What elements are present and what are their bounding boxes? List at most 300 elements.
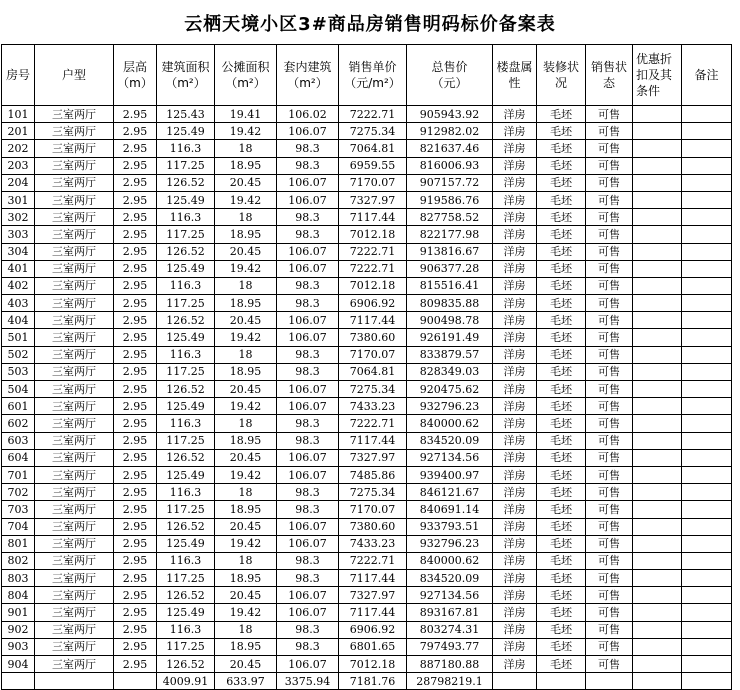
cell-remarks: [682, 260, 732, 277]
header-unit-price: 销售单价 （元/m²）: [339, 45, 407, 106]
cell-floor-height: 2.95: [114, 106, 157, 123]
cell-remarks: [682, 329, 732, 346]
cell-unit-price: 7222.71: [339, 106, 407, 123]
cell-unit-price: 7064.81: [339, 140, 407, 157]
cell-decoration: 毛坯: [537, 243, 586, 260]
cell-decoration: 毛坯: [537, 123, 586, 140]
cell-sale-status: 可售: [586, 466, 633, 483]
cell-total-price: 933793.51: [407, 518, 493, 535]
cell-unit-price: 7170.07: [339, 174, 407, 191]
cell-room-no: 501: [2, 329, 35, 346]
total-floor-height: [114, 673, 157, 690]
cell-inner-area: 98.3: [277, 570, 339, 587]
cell-shared-area: 19.42: [215, 191, 277, 208]
cell-property-type: 洋房: [493, 621, 537, 638]
cell-layout: 三室两厅: [35, 209, 114, 226]
cell-decoration: 毛坯: [537, 621, 586, 638]
cell-layout: 三室两厅: [35, 415, 114, 432]
cell-layout: 三室两厅: [35, 123, 114, 140]
cell-property-type: 洋房: [493, 209, 537, 226]
cell-sale-status: 可售: [586, 329, 633, 346]
cell-unit-price: 6906.92: [339, 621, 407, 638]
cell-shared-area: 18.95: [215, 501, 277, 518]
cell-unit-price: 7327.97: [339, 191, 407, 208]
cell-decoration: 毛坯: [537, 535, 586, 552]
cell-sale-status: 可售: [586, 260, 633, 277]
cell-discount: [633, 656, 682, 673]
table-footer: [2, 673, 732, 690]
cell-gross-area: 116.3: [157, 415, 215, 432]
cell-floor-height: 2.95: [114, 535, 157, 552]
cell-sale-status: 可售: [586, 295, 633, 312]
cell-gross-area: 117.25: [157, 157, 215, 174]
cell-gross-area: 125.49: [157, 535, 215, 552]
cell-total-price: 939400.97: [407, 466, 493, 483]
cell-sale-status: 可售: [586, 209, 633, 226]
cell-property-type: 洋房: [493, 484, 537, 501]
cell-sale-status: 可售: [586, 157, 633, 174]
cell-remarks: [682, 381, 732, 398]
table-row: [2, 656, 732, 673]
cell-property-type: 洋房: [493, 277, 537, 294]
total-unit-price: 7181.76: [339, 673, 407, 690]
header-remarks: 备注: [682, 45, 732, 106]
cell-sale-status: 可售: [586, 449, 633, 466]
cell-unit-price: 7117.44: [339, 209, 407, 226]
cell-gross-area: 125.43: [157, 106, 215, 123]
cell-sale-status: 可售: [586, 432, 633, 449]
cell-remarks: [682, 312, 732, 329]
cell-floor-height: 2.95: [114, 295, 157, 312]
cell-unit-price: 7327.97: [339, 449, 407, 466]
cell-layout: 三室两厅: [35, 552, 114, 569]
table-row: [2, 312, 732, 329]
total-layout: [35, 673, 114, 690]
cell-gross-area: 116.3: [157, 277, 215, 294]
cell-room-no: 204: [2, 174, 35, 191]
cell-layout: 三室两厅: [35, 295, 114, 312]
total-gross-area: 4009.91: [157, 673, 215, 690]
cell-floor-height: 2.95: [114, 381, 157, 398]
header-layout: 户型: [35, 45, 114, 106]
cell-shared-area: 19.42: [215, 535, 277, 552]
cell-sale-status: 可售: [586, 381, 633, 398]
cell-room-no: 703: [2, 501, 35, 518]
cell-sale-status: 可售: [586, 484, 633, 501]
table-row: [2, 295, 732, 312]
cell-floor-height: 2.95: [114, 484, 157, 501]
cell-discount: [633, 518, 682, 535]
cell-unit-price: 7012.18: [339, 656, 407, 673]
cell-floor-height: 2.95: [114, 174, 157, 191]
cell-room-no: 101: [2, 106, 35, 123]
cell-layout: 三室两厅: [35, 656, 114, 673]
cell-remarks: [682, 484, 732, 501]
cell-property-type: 洋房: [493, 226, 537, 243]
cell-gross-area: 126.52: [157, 174, 215, 191]
cell-shared-area: 18: [215, 621, 277, 638]
cell-room-no: 502: [2, 346, 35, 363]
cell-room-no: 201: [2, 123, 35, 140]
cell-decoration: 毛坯: [537, 638, 586, 655]
cell-total-price: 926191.49: [407, 329, 493, 346]
cell-total-price: 803274.31: [407, 621, 493, 638]
cell-layout: 三室两厅: [35, 432, 114, 449]
cell-gross-area: 117.25: [157, 295, 215, 312]
cell-inner-area: 98.3: [277, 638, 339, 655]
cell-shared-area: 19.42: [215, 329, 277, 346]
cell-layout: 三室两厅: [35, 260, 114, 277]
cell-remarks: [682, 277, 732, 294]
total-remarks: [682, 673, 732, 690]
cell-room-no: 603: [2, 432, 35, 449]
cell-property-type: 洋房: [493, 432, 537, 449]
cell-unit-price: 7117.44: [339, 432, 407, 449]
cell-floor-height: 2.95: [114, 501, 157, 518]
cell-floor-height: 2.95: [114, 638, 157, 655]
cell-unit-price: 7117.44: [339, 570, 407, 587]
cell-shared-area: 19.42: [215, 123, 277, 140]
table-row: [2, 449, 732, 466]
table-row: [2, 570, 732, 587]
cell-inner-area: 106.07: [277, 191, 339, 208]
table-row: [2, 587, 732, 604]
cell-gross-area: 125.49: [157, 123, 215, 140]
cell-sale-status: 可售: [586, 312, 633, 329]
cell-inner-area: 98.3: [277, 140, 339, 157]
cell-discount: [633, 432, 682, 449]
cell-total-price: 919586.76: [407, 191, 493, 208]
cell-discount: [633, 277, 682, 294]
table-row: [2, 484, 732, 501]
cell-sale-status: 可售: [586, 398, 633, 415]
cell-gross-area: 117.25: [157, 363, 215, 380]
cell-unit-price: 7275.34: [339, 381, 407, 398]
cell-inner-area: 98.3: [277, 346, 339, 363]
cell-gross-area: 125.49: [157, 466, 215, 483]
cell-layout: 三室两厅: [35, 243, 114, 260]
cell-decoration: 毛坯: [537, 415, 586, 432]
cell-sale-status: 可售: [586, 243, 633, 260]
cell-property-type: 洋房: [493, 140, 537, 157]
table-row: [2, 518, 732, 535]
cell-floor-height: 2.95: [114, 329, 157, 346]
cell-room-no: 403: [2, 295, 35, 312]
cell-property-type: 洋房: [493, 243, 537, 260]
cell-discount: [633, 123, 682, 140]
cell-total-price: 840000.62: [407, 415, 493, 432]
cell-remarks: [682, 140, 732, 157]
table-row: [2, 260, 732, 277]
cell-room-no: 203: [2, 157, 35, 174]
cell-layout: 三室两厅: [35, 363, 114, 380]
cell-gross-area: 126.52: [157, 243, 215, 260]
cell-sale-status: 可售: [586, 587, 633, 604]
cell-total-price: 893167.81: [407, 604, 493, 621]
header-discount: 优惠折 扣及其 条件: [633, 45, 682, 106]
total-property-type: [493, 673, 537, 690]
cell-floor-height: 2.95: [114, 209, 157, 226]
cell-discount: [633, 226, 682, 243]
cell-remarks: [682, 106, 732, 123]
table-row: [2, 363, 732, 380]
cell-shared-area: 20.45: [215, 174, 277, 191]
cell-gross-area: 126.52: [157, 656, 215, 673]
cell-unit-price: 7485.86: [339, 466, 407, 483]
cell-property-type: 洋房: [493, 518, 537, 535]
cell-total-price: 846121.67: [407, 484, 493, 501]
cell-floor-height: 2.95: [114, 243, 157, 260]
cell-unit-price: 6906.92: [339, 295, 407, 312]
cell-layout: 三室两厅: [35, 449, 114, 466]
cell-unit-price: 6801.65: [339, 638, 407, 655]
cell-remarks: [682, 501, 732, 518]
cell-decoration: 毛坯: [537, 277, 586, 294]
cell-layout: 三室两厅: [35, 535, 114, 552]
header-gross-area: 建筑面积 （m²）: [157, 45, 215, 106]
cell-total-price: 932796.23: [407, 398, 493, 415]
cell-sale-status: 可售: [586, 604, 633, 621]
cell-sale-status: 可售: [586, 140, 633, 157]
page-title: 云栖天境小区3#商品房销售明码标价备案表: [184, 14, 556, 35]
total-shared-area: 633.97: [215, 673, 277, 690]
cell-floor-height: 2.95: [114, 312, 157, 329]
cell-gross-area: 125.49: [157, 191, 215, 208]
cell-remarks: [682, 398, 732, 415]
cell-shared-area: 20.45: [215, 449, 277, 466]
cell-remarks: [682, 123, 732, 140]
cell-decoration: 毛坯: [537, 363, 586, 380]
cell-room-no: 303: [2, 226, 35, 243]
cell-property-type: 洋房: [493, 174, 537, 191]
cell-room-no: 702: [2, 484, 35, 501]
cell-decoration: 毛坯: [537, 140, 586, 157]
cell-decoration: 毛坯: [537, 226, 586, 243]
cell-shared-area: 20.45: [215, 243, 277, 260]
table-header: [2, 45, 732, 106]
cell-total-price: 809835.88: [407, 295, 493, 312]
cell-gross-area: 117.25: [157, 638, 215, 655]
cell-decoration: 毛坯: [537, 570, 586, 587]
cell-layout: 三室两厅: [35, 466, 114, 483]
cell-layout: 三室两厅: [35, 484, 114, 501]
cell-decoration: 毛坯: [537, 449, 586, 466]
cell-discount: [633, 449, 682, 466]
cell-total-price: 932796.23: [407, 535, 493, 552]
header-total-price: 总售价 （元）: [407, 45, 493, 106]
cell-unit-price: 7012.18: [339, 226, 407, 243]
cell-floor-height: 2.95: [114, 656, 157, 673]
cell-remarks: [682, 174, 732, 191]
cell-discount: [633, 363, 682, 380]
cell-total-price: 834520.09: [407, 432, 493, 449]
cell-inner-area: 106.07: [277, 604, 339, 621]
cell-shared-area: 20.45: [215, 656, 277, 673]
cell-room-no: 504: [2, 381, 35, 398]
cell-inner-area: 106.07: [277, 123, 339, 140]
cell-discount: [633, 415, 682, 432]
cell-gross-area: 126.52: [157, 381, 215, 398]
cell-shared-area: 18: [215, 552, 277, 569]
cell-room-no: 803: [2, 570, 35, 587]
cell-discount: [633, 260, 682, 277]
cell-property-type: 洋房: [493, 295, 537, 312]
cell-decoration: 毛坯: [537, 501, 586, 518]
cell-unit-price: 7433.23: [339, 535, 407, 552]
cell-unit-price: 7275.34: [339, 484, 407, 501]
cell-inner-area: 106.07: [277, 381, 339, 398]
cell-decoration: 毛坯: [537, 552, 586, 569]
header-row: [2, 45, 732, 106]
cell-total-price: 906377.28: [407, 260, 493, 277]
cell-room-no: 904: [2, 656, 35, 673]
cell-sale-status: 可售: [586, 415, 633, 432]
header-decoration: 装修状 况: [537, 45, 586, 106]
cell-gross-area: 117.25: [157, 501, 215, 518]
cell-inner-area: 106.07: [277, 466, 339, 483]
cell-property-type: 洋房: [493, 123, 537, 140]
cell-room-no: 601: [2, 398, 35, 415]
cell-unit-price: 7380.60: [339, 329, 407, 346]
cell-layout: 三室两厅: [35, 398, 114, 415]
cell-floor-height: 2.95: [114, 363, 157, 380]
cell-inner-area: 98.3: [277, 415, 339, 432]
cell-floor-height: 2.95: [114, 140, 157, 157]
cell-discount: [633, 346, 682, 363]
cell-unit-price: 7117.44: [339, 604, 407, 621]
cell-decoration: 毛坯: [537, 484, 586, 501]
cell-sale-status: 可售: [586, 123, 633, 140]
cell-inner-area: 98.3: [277, 277, 339, 294]
cell-floor-height: 2.95: [114, 604, 157, 621]
cell-decoration: 毛坯: [537, 209, 586, 226]
cell-unit-price: 7222.71: [339, 243, 407, 260]
cell-gross-area: 116.3: [157, 621, 215, 638]
cell-gross-area: 117.25: [157, 226, 215, 243]
cell-room-no: 901: [2, 604, 35, 621]
header-floor-height: 层高 （m）: [114, 45, 157, 106]
cell-remarks: [682, 656, 732, 673]
cell-total-price: 822177.98: [407, 226, 493, 243]
cell-inner-area: 98.3: [277, 552, 339, 569]
cell-floor-height: 2.95: [114, 123, 157, 140]
cell-floor-height: 2.95: [114, 346, 157, 363]
cell-shared-area: 18.95: [215, 638, 277, 655]
cell-total-price: 927134.56: [407, 587, 493, 604]
cell-property-type: 洋房: [493, 604, 537, 621]
cell-shared-area: 19.42: [215, 466, 277, 483]
cell-shared-area: 18.95: [215, 363, 277, 380]
cell-shared-area: 19.42: [215, 260, 277, 277]
cell-decoration: 毛坯: [537, 295, 586, 312]
cell-property-type: 洋房: [493, 638, 537, 655]
cell-unit-price: 7170.07: [339, 346, 407, 363]
cell-discount: [633, 638, 682, 655]
cell-remarks: [682, 552, 732, 569]
cell-unit-price: 7380.60: [339, 518, 407, 535]
cell-discount: [633, 157, 682, 174]
cell-total-price: 840691.14: [407, 501, 493, 518]
cell-discount: [633, 466, 682, 483]
cell-floor-height: 2.95: [114, 191, 157, 208]
cell-room-no: 304: [2, 243, 35, 260]
cell-property-type: 洋房: [493, 501, 537, 518]
cell-floor-height: 2.95: [114, 277, 157, 294]
total-room-no: [2, 673, 35, 690]
cell-property-type: 洋房: [493, 329, 537, 346]
cell-gross-area: 116.3: [157, 140, 215, 157]
cell-total-price: 815516.41: [407, 277, 493, 294]
cell-unit-price: 7170.07: [339, 501, 407, 518]
cell-inner-area: 106.02: [277, 106, 339, 123]
cell-floor-height: 2.95: [114, 157, 157, 174]
cell-inner-area: 106.07: [277, 449, 339, 466]
cell-shared-area: 18: [215, 209, 277, 226]
cell-floor-height: 2.95: [114, 398, 157, 415]
table-row: [2, 604, 732, 621]
cell-decoration: 毛坯: [537, 312, 586, 329]
cell-shared-area: 20.45: [215, 518, 277, 535]
cell-discount: [633, 295, 682, 312]
cell-sale-status: 可售: [586, 346, 633, 363]
cell-inner-area: 98.3: [277, 363, 339, 380]
cell-room-no: 401: [2, 260, 35, 277]
cell-layout: 三室两厅: [35, 381, 114, 398]
total-total-price: 28798219.1: [407, 673, 493, 690]
cell-shared-area: 18: [215, 484, 277, 501]
cell-floor-height: 2.95: [114, 466, 157, 483]
table-row: [2, 346, 732, 363]
cell-property-type: 洋房: [493, 157, 537, 174]
cell-unit-price: 7012.18: [339, 277, 407, 294]
cell-inner-area: 98.3: [277, 295, 339, 312]
cell-gross-area: 116.3: [157, 209, 215, 226]
cell-gross-area: 116.3: [157, 346, 215, 363]
cell-inner-area: 106.07: [277, 587, 339, 604]
cell-floor-height: 2.95: [114, 587, 157, 604]
table-row: [2, 157, 732, 174]
cell-floor-height: 2.95: [114, 552, 157, 569]
cell-total-price: 887180.88: [407, 656, 493, 673]
cell-total-price: 905943.92: [407, 106, 493, 123]
cell-sale-status: 可售: [586, 226, 633, 243]
cell-inner-area: 98.3: [277, 501, 339, 518]
cell-remarks: [682, 570, 732, 587]
cell-discount: [633, 106, 682, 123]
cell-room-no: 801: [2, 535, 35, 552]
cell-gross-area: 126.52: [157, 518, 215, 535]
cell-decoration: 毛坯: [537, 518, 586, 535]
totals-row: [2, 673, 732, 690]
cell-decoration: 毛坯: [537, 432, 586, 449]
cell-discount: [633, 398, 682, 415]
cell-floor-height: 2.95: [114, 621, 157, 638]
cell-room-no: 704: [2, 518, 35, 535]
cell-sale-status: 可售: [586, 501, 633, 518]
cell-room-no: 503: [2, 363, 35, 380]
cell-sale-status: 可售: [586, 174, 633, 191]
cell-shared-area: 19.41: [215, 106, 277, 123]
cell-property-type: 洋房: [493, 191, 537, 208]
cell-total-price: 797493.77: [407, 638, 493, 655]
cell-discount: [633, 570, 682, 587]
cell-discount: [633, 381, 682, 398]
cell-decoration: 毛坯: [537, 604, 586, 621]
cell-sale-status: 可售: [586, 191, 633, 208]
cell-remarks: [682, 587, 732, 604]
cell-sale-status: 可售: [586, 363, 633, 380]
cell-total-price: 827758.52: [407, 209, 493, 226]
